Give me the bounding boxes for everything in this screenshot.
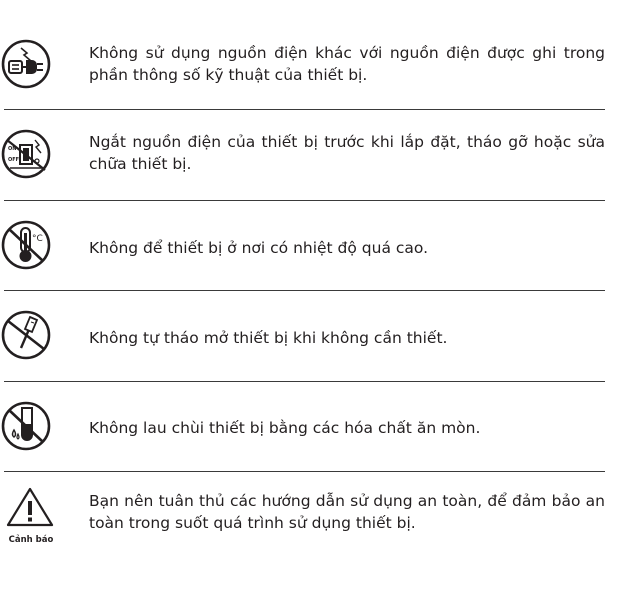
power-off-switch-icon bbox=[0, 128, 52, 180]
celsius-label: °C bbox=[32, 234, 43, 244]
divider bbox=[4, 200, 605, 201]
power-disconnect-warning-text: Ngắt nguồn điện của thiết bị trước khi lắp đặt, tháo gỡ hoặc sửa chữa thiết bị. bbox=[89, 133, 605, 173]
power-source-spec-icon bbox=[0, 38, 52, 90]
divider bbox=[4, 109, 605, 110]
safety-guidelines-text: Bạn nên tuân thủ các hướng dẫn sử dụng an toàn, để đảm bảo an toàn trong suốt quá trình sử dụng thiết bị. bbox=[89, 492, 605, 532]
no-corrosive-chemicals-icon bbox=[0, 400, 52, 452]
off-label: OFF bbox=[8, 157, 20, 163]
warning-triangle-icon bbox=[4, 485, 56, 529]
warning-caption: Cảnh báo bbox=[8, 535, 54, 545]
chemical-cleaning-warning-text: Không lau chùi thiết bị bằng các hóa chất ăn mòn. bbox=[89, 419, 481, 437]
power-source-warning-text: Không sử dụng nguồn điện khác với nguồn điện được ghi trong phần thông số kỹ thuật của thiết bị. bbox=[89, 44, 605, 84]
temperature-warning-text: Không để thiết bị ở nơi có nhiệt độ quá cao. bbox=[89, 239, 429, 257]
no-high-temperature-icon bbox=[0, 219, 52, 271]
on-label: ON bbox=[8, 146, 17, 152]
divider bbox=[4, 381, 605, 382]
no-disassembly-icon bbox=[0, 309, 52, 361]
disassembly-warning-text: Không tự tháo mở thiết bị khi không cần thiết. bbox=[89, 329, 448, 347]
divider bbox=[4, 471, 605, 472]
divider bbox=[4, 290, 605, 291]
